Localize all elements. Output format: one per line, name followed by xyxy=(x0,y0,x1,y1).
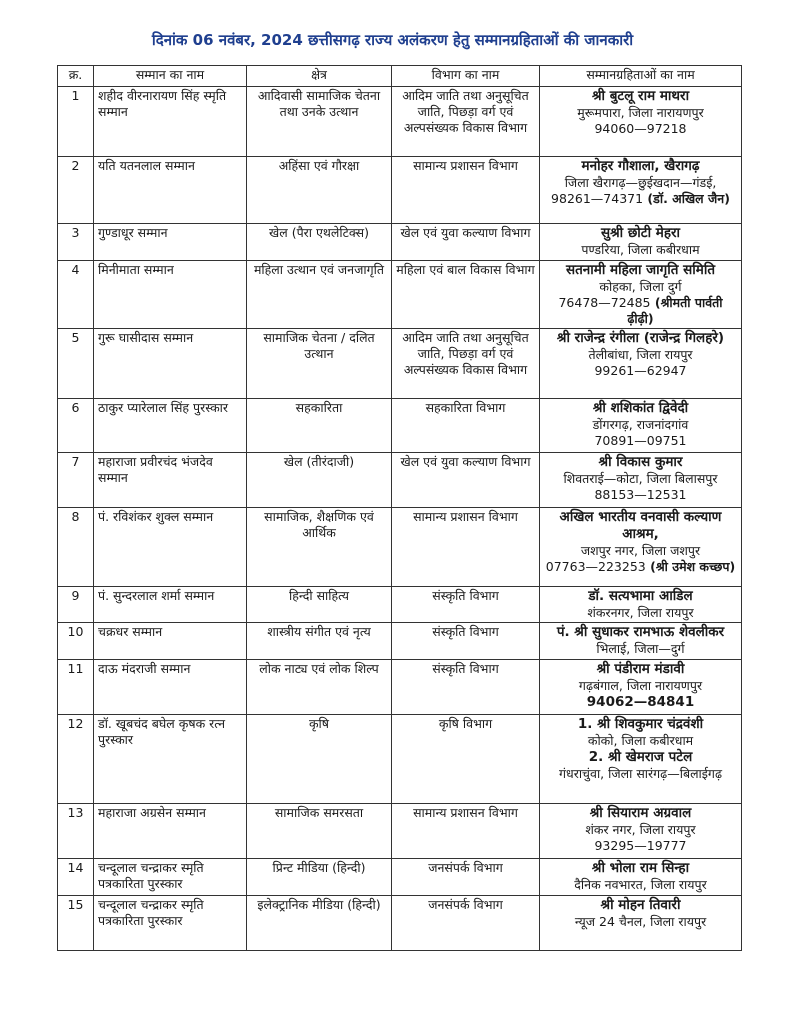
recipients-cell xyxy=(540,715,742,804)
recipient-line-text: 94062—84841 xyxy=(586,694,695,710)
table-row xyxy=(58,859,742,896)
recipient-line-text: 1. श्री शिवकुमार चंद्रवंशी xyxy=(577,716,704,732)
recipient-line-text: मनोहर गौशाला, खैरागढ़ xyxy=(581,158,700,174)
department-cell: संस्कृति विभाग xyxy=(392,660,540,715)
recipient-line xyxy=(544,417,737,433)
award-name-cell: चन्दूलाल चन्द्राकर स्मृति पत्रकारिता पुरस्कार xyxy=(94,896,247,951)
recipient-line xyxy=(544,454,737,471)
department-cell: खेल एवं युवा कल्याण विभाग xyxy=(392,453,540,508)
recipient-line-text: जशपुर नगर, जिला जशपुर xyxy=(580,543,701,558)
table-row xyxy=(58,453,742,508)
serial-cell: 10 xyxy=(58,623,94,660)
recipient-line-text: मुरूमपारा, जिला नारायणपुर xyxy=(577,105,704,120)
recipients-cell xyxy=(540,157,742,224)
field-cell: आदिवासी सामाजिक चेतना तथा उनके उत्थान xyxy=(247,87,392,157)
recipient-line xyxy=(544,543,737,559)
recipient-line xyxy=(544,749,737,766)
recipient-line xyxy=(544,105,737,121)
recipients-cell xyxy=(540,859,742,896)
recipient-line-text: गंधराचुंवा, जिला सारंगढ़—बिलाईगढ़ xyxy=(558,766,723,781)
department-cell: जनसंपर्क विभाग xyxy=(392,859,540,896)
award-name-cell: ठाकुर प्यारेलाल सिंह पुरस्कार xyxy=(94,399,247,453)
table-body xyxy=(58,87,742,951)
recipient-line xyxy=(544,471,737,487)
table-row xyxy=(58,508,742,587)
serial-cell: 14 xyxy=(58,859,94,896)
field-cell: अहिंसा एवं गौरक्षा xyxy=(247,157,392,224)
department-cell: कृषि विभाग xyxy=(392,715,540,804)
field-cell: लोक नाट्य एवं लोक शिल्प xyxy=(247,660,392,715)
serial-cell: 15 xyxy=(58,896,94,951)
recipient-line xyxy=(544,766,737,782)
recipients-cell xyxy=(540,261,742,329)
field-cell: सामाजिक समरसता xyxy=(247,804,392,859)
recipient-line-text: कोहका, जिला दुर्ग xyxy=(599,279,682,294)
department-cell: संस्कृति विभाग xyxy=(392,623,540,660)
serial-cell: 5 xyxy=(58,329,94,399)
recipients-cell xyxy=(540,804,742,859)
recipient-line-text: श्री भोला राम सिन्हा xyxy=(591,860,690,876)
field-cell: शास्त्रीय संगीत एवं नृत्य xyxy=(247,623,392,660)
department-cell: सामान्य प्रशासन विभाग xyxy=(392,508,540,587)
recipient-line-text: अखिल भारतीय वनवासी कल्याण आश्रम, xyxy=(559,509,722,542)
table-row xyxy=(58,660,742,715)
recipients-cell xyxy=(540,453,742,508)
recipient-line xyxy=(544,822,737,838)
recipient-line xyxy=(544,509,737,543)
field-cell: हिन्दी साहित्य xyxy=(247,587,392,623)
recipient-line-text: श्री शशिकांत द्विवेदी xyxy=(592,400,689,416)
recipient-line-text: न्यूज 24 चैनल, जिला रायपुर xyxy=(574,914,707,929)
award-name-cell: गुरू घासीदास सम्मान xyxy=(94,329,247,399)
department-cell: सामान्य प्रशासन विभाग xyxy=(392,804,540,859)
recipient-line-text: सुश्री छोटी मेहरा xyxy=(600,225,681,241)
field-cell: खेल (पैरा एथलेटिक्स) xyxy=(247,224,392,261)
serial-cell: 2 xyxy=(58,157,94,224)
award-name-cell: डॉ. खूबचंद बघेल कृषक रत्न पुरस्कार xyxy=(94,715,247,804)
table-row xyxy=(58,715,742,804)
table-row xyxy=(58,87,742,157)
recipient-line xyxy=(544,678,737,694)
recipient-line-text: सतनामी महिला जागृति समिति xyxy=(565,262,716,278)
recipients-cell xyxy=(540,508,742,587)
recipients-cell xyxy=(540,87,742,157)
serial-cell: 7 xyxy=(58,453,94,508)
recipient-line-text: 07763—223253 xyxy=(545,559,646,574)
recipient-line xyxy=(544,225,737,242)
table-row xyxy=(58,587,742,623)
page-title: दिनांक 06 नवंबर, 2024 छत्तीसगढ़ राज्य अलंकरण हेतु सम्मानग्रहिताओं की जानकारी xyxy=(151,31,634,49)
recipient-line xyxy=(544,295,737,327)
award-name-cell: शहीद वीरनारायण सिंह स्मृति सम्मान xyxy=(94,87,247,157)
department-cell: सामान्य प्रशासन विभाग xyxy=(392,157,540,224)
recipient-line-text: श्री विकास कुमार xyxy=(598,454,683,470)
recipient-line-text: शंकर नगर, जिला रायपुर xyxy=(585,822,696,837)
recipient-line xyxy=(544,279,737,295)
recipient-line xyxy=(544,624,737,641)
table-row xyxy=(58,329,742,399)
recipient-line xyxy=(544,641,737,657)
recipient-line xyxy=(544,191,737,207)
recipient-line xyxy=(544,242,737,258)
recipient-line-text: शंकरनगर, जिला रायपुर xyxy=(587,605,694,620)
table-row xyxy=(58,804,742,859)
recipients-cell xyxy=(540,329,742,399)
header-field: क्षेत्र xyxy=(247,66,392,87)
recipient-line-text: श्री राजेन्द्र रंगीला (राजेन्द्र गिलहरे) xyxy=(556,330,725,346)
recipient-line-text: पण्डरिया, जिला कबीरधाम xyxy=(581,242,700,257)
serial-cell: 3 xyxy=(58,224,94,261)
table-row xyxy=(58,896,742,951)
recipient-contact-person: (श्रीमती पार्वती ढ़ीढ़ी) xyxy=(627,295,723,326)
recipient-line xyxy=(544,400,737,417)
department-cell: खेल एवं युवा कल्याण विभाग xyxy=(392,224,540,261)
table-row xyxy=(58,157,742,224)
recipient-line-text: गढ़बंगाल, जिला नारायणपुर xyxy=(578,678,703,693)
award-name-cell: पं. सुन्दरलाल शर्मा सम्मान xyxy=(94,587,247,623)
recipients-cell xyxy=(540,660,742,715)
serial-cell: 13 xyxy=(58,804,94,859)
recipient-line xyxy=(544,605,737,621)
department-cell: संस्कृति विभाग xyxy=(392,587,540,623)
award-name-cell: महाराजा प्रवीरचंद भंजदेव सम्मान xyxy=(94,453,247,508)
header-serial: क्र. xyxy=(58,66,94,87)
recipient-line xyxy=(544,661,737,678)
recipient-line xyxy=(544,838,737,854)
recipient-contact-person: (श्री उमेश कच्छप) xyxy=(645,559,736,574)
field-cell: इलेक्ट्रानिक मीडिया (हिन्दी) xyxy=(247,896,392,951)
department-cell: सहकारिता विभाग xyxy=(392,399,540,453)
recipient-line xyxy=(544,158,737,175)
recipient-line-text: 98261—74371 xyxy=(551,191,644,206)
recipient-line-text: श्री बुटलू राम माथरा xyxy=(591,88,690,104)
award-name-cell: पं. रविशंकर शुक्ल सम्मान xyxy=(94,508,247,587)
recipients-cell xyxy=(540,224,742,261)
recipient-line-text: तेलीबांधा, जिला रायपुर xyxy=(588,347,693,362)
recipients-cell xyxy=(540,587,742,623)
recipient-line xyxy=(544,897,737,914)
table-row xyxy=(58,224,742,261)
recipient-line-text: 99261—62947 xyxy=(594,363,687,378)
recipient-line xyxy=(544,347,737,363)
recipients-cell xyxy=(540,399,742,453)
recipient-line-text: 76478—72485 xyxy=(558,295,651,310)
award-name-cell: महाराजा अग्रसेन सम्मान xyxy=(94,804,247,859)
recipient-line xyxy=(544,433,737,449)
department-cell: महिला एवं बाल विकास विभाग xyxy=(392,261,540,329)
serial-cell: 9 xyxy=(58,587,94,623)
field-cell: सामाजिक चेतना / दलित उत्थान xyxy=(247,329,392,399)
recipient-line-text: शिवतराई—कोटा, जिला बिलासपुर xyxy=(563,471,718,486)
recipients-cell xyxy=(540,896,742,951)
serial-cell: 1 xyxy=(58,87,94,157)
recipient-line-text: भिलाई, जिला—दुर्ग xyxy=(596,641,685,656)
recipient-line-text: 2. श्री खेमराज पटेल xyxy=(588,749,693,765)
recipient-line xyxy=(544,588,737,605)
award-name-cell: मिनीमाता सम्मान xyxy=(94,261,247,329)
serial-cell: 4 xyxy=(58,261,94,329)
recipient-line xyxy=(544,363,737,379)
recipient-line-text: श्री पंडीराम मंडावी xyxy=(596,661,685,677)
recipient-line xyxy=(544,262,737,279)
recipient-line xyxy=(544,716,737,733)
field-cell: सामाजिक, शैक्षणिक एवं आर्थिक xyxy=(247,508,392,587)
recipient-line xyxy=(544,88,737,105)
award-name-cell: चन्दूलाल चन्द्राकर स्मृति पत्रकारिता पुरस्कार xyxy=(94,859,247,896)
recipient-line-text: कोको, जिला कबीरधाम xyxy=(587,733,694,748)
recipient-line-text: जिला खैरागढ़—छुईखदान—गंडई, xyxy=(564,175,717,190)
recipient-line xyxy=(544,330,737,347)
recipient-line-text: डोंगरगढ़, राजनांदगांव xyxy=(592,417,689,432)
award-name-cell: यति यतनलाल सम्मान xyxy=(94,157,247,224)
recipient-line xyxy=(544,175,737,191)
department-cell: आदिम जाति तथा अनुसूचित जाति, पिछड़ा वर्ग एवं अल्पसंख्यक विकास विभाग xyxy=(392,87,540,157)
table-header-row xyxy=(58,66,742,87)
award-name-cell: दाऊ मंदराजी सम्मान xyxy=(94,660,247,715)
recipient-line xyxy=(544,694,737,711)
table-row xyxy=(58,261,742,329)
recipient-contact-person: (डॉ. अखिल जैन) xyxy=(643,191,730,206)
recipient-line xyxy=(544,914,737,930)
recipient-line-text: 88153—12531 xyxy=(594,487,687,502)
header-recipients: सम्मानग्रहिताओं का नाम xyxy=(540,66,742,87)
serial-cell: 8 xyxy=(58,508,94,587)
recipient-line-text: 94060—97218 xyxy=(594,121,687,136)
department-cell: जनसंपर्क विभाग xyxy=(392,896,540,951)
recipient-line-text: 93295—19777 xyxy=(594,838,687,853)
recipient-line xyxy=(544,559,737,575)
recipient-line-text: श्री सियाराम अग्रवाल xyxy=(589,805,692,821)
serial-cell: 12 xyxy=(58,715,94,804)
recipient-line-text: दैनिक नवभारत, जिला रायपुर xyxy=(574,877,707,892)
recipient-line-text: 70891—09751 xyxy=(594,433,687,448)
recipient-line-text: श्री मोहन तिवारी xyxy=(600,897,681,913)
recipient-line xyxy=(544,805,737,822)
recipients-cell xyxy=(540,623,742,660)
recipient-line xyxy=(544,487,737,503)
recipient-line xyxy=(544,860,737,877)
table-row xyxy=(58,399,742,453)
serial-cell: 11 xyxy=(58,660,94,715)
serial-cell: 6 xyxy=(58,399,94,453)
department-cell: आदिम जाति तथा अनुसूचित जाति, पिछड़ा वर्ग एवं अल्पसंख्यक विकास विभाग xyxy=(392,329,540,399)
award-name-cell: चक्रधर सम्मान xyxy=(94,623,247,660)
recipient-line-text: पं. श्री सुधाकर रामभाऊ शेवलीकर xyxy=(556,624,725,640)
field-cell: प्रिन्ट मीडिया (हिन्दी) xyxy=(247,859,392,896)
field-cell: महिला उत्थान एवं जनजागृति xyxy=(247,261,392,329)
table-row xyxy=(58,623,742,660)
award-name-cell: गुण्डाधूर सम्मान xyxy=(94,224,247,261)
recipient-line xyxy=(544,121,737,137)
field-cell: सहकारिता xyxy=(247,399,392,453)
field-cell: खेल (तीरंदाजी) xyxy=(247,453,392,508)
recipient-line xyxy=(544,877,737,893)
awards-table xyxy=(57,65,742,951)
recipient-line-text: डॉ. सत्यभामा आडिल xyxy=(588,588,693,604)
field-cell: कृषि xyxy=(247,715,392,804)
recipient-line xyxy=(544,733,737,749)
header-department: विभाग का नाम xyxy=(392,66,540,87)
header-award: सम्मान का नाम xyxy=(94,66,247,87)
